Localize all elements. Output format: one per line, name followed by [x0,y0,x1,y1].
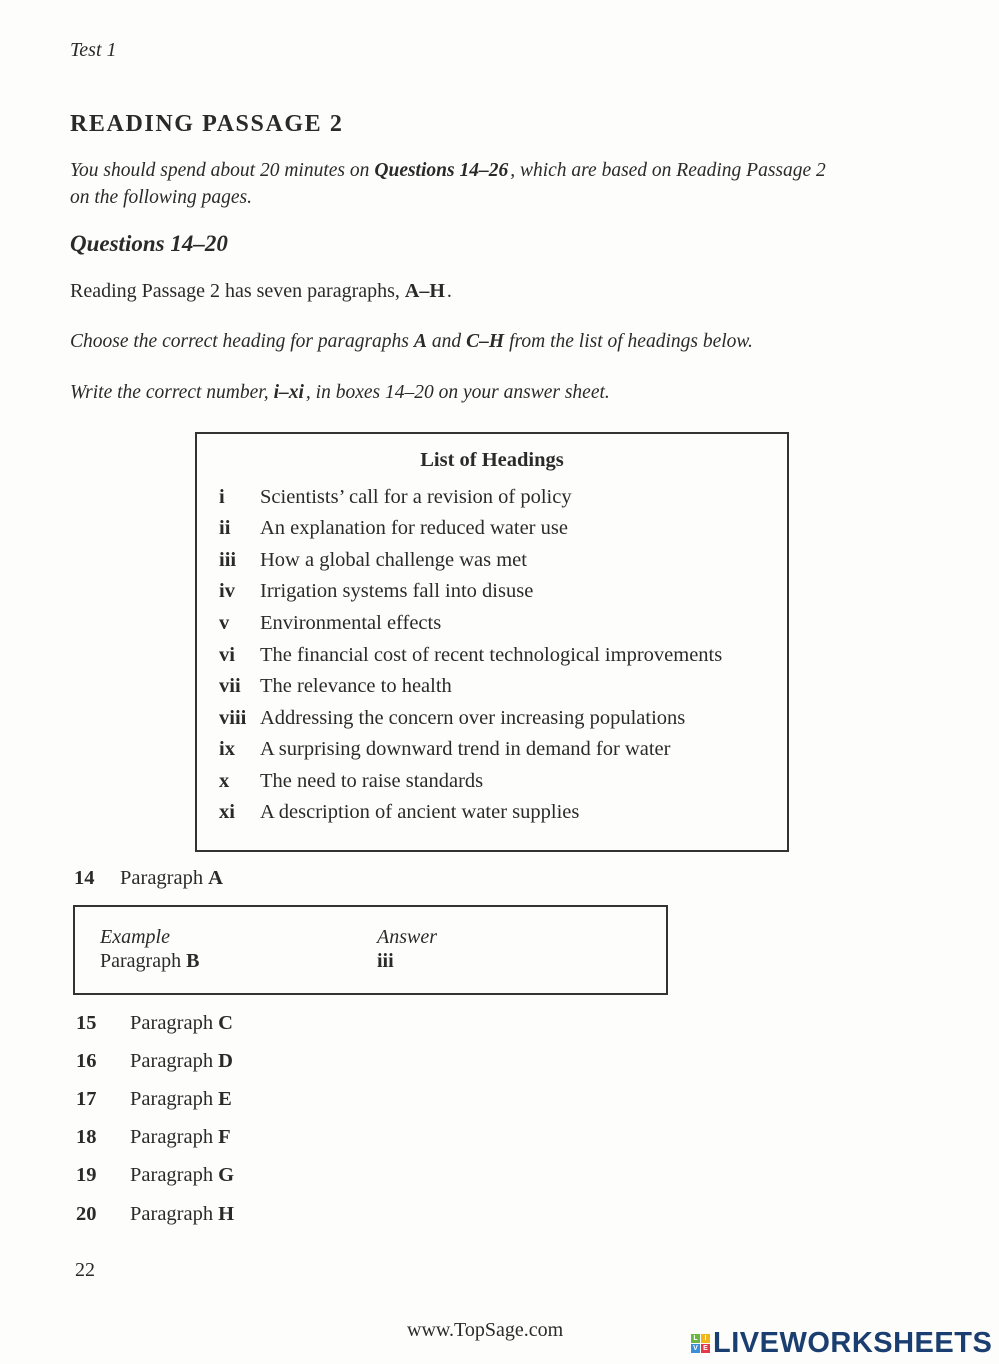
question-label: Paragraph [130,1164,214,1187]
logo-tile: L [691,1334,700,1343]
heading-text: Irrigation systems fall into disuse [260,580,534,603]
heading-item [197,706,787,738]
text: A [413,331,427,353]
text: from the list of headings below. [509,331,753,353]
text: , which are based on Reading Passage 2 [510,159,826,181]
heading-text: How a global challenge was met [260,548,527,571]
question-label: Paragraph [130,1011,214,1034]
text: . [446,280,452,303]
example-column [100,925,199,973]
instruction-line-1 [70,159,950,182]
heading-numeral: iv [219,580,235,603]
heading-text: The need to raise standards [260,769,484,792]
logo-tiles-icon [691,1334,710,1353]
heading-numeral: iii [219,548,237,571]
page-number: 22 [75,1258,95,1281]
heading-item [197,516,787,548]
question-letter: F [218,1126,231,1149]
heading-item [197,579,787,611]
question-letter: D [218,1049,233,1072]
question-14 [74,866,950,891]
example-label: Example [100,925,170,948]
question-label: Paragraph [120,867,204,890]
question-number: 17 [76,1088,97,1111]
text: , in boxes 14–20 on your answer sheet. [305,381,610,403]
question-number: 15 [76,1011,97,1034]
instruction-line-2: on the following pages. [70,187,252,209]
question-label: Paragraph [130,1088,214,1111]
question-letter: G [218,1164,235,1187]
logo-tile: V [691,1344,700,1353]
logo-text: LIVEWORKSHEETS [713,1327,993,1359]
logo-tile: E [701,1344,710,1353]
question-17 [76,1087,950,1125]
heading-item [197,643,787,675]
heading-numeral: v [219,611,230,634]
passage-title: READING PASSAGE 2 [70,111,344,137]
question-list [76,1011,950,1240]
text: A–H [404,280,445,303]
question-number: 16 [76,1049,97,1072]
text: i–xi [273,381,304,403]
question-19 [76,1163,950,1201]
text: Write the correct number, [70,381,269,403]
heading-numeral: xi [219,801,235,824]
task-write [70,381,950,404]
question-letter: E [218,1088,232,1111]
example-box [73,905,668,995]
logo-tile: I [701,1334,710,1343]
heading-numeral: vi [219,643,235,666]
heading-text: The financial cost of recent technological improvements [260,643,723,666]
question-label: Paragraph [130,1126,214,1149]
heading-item [197,769,787,801]
list-of-headings-title: List of Headings [420,448,564,471]
text: B [186,949,200,972]
text: C–H [466,331,505,353]
question-range: Questions 14–26 [374,159,509,181]
heading-text: Environmental effects [260,611,442,634]
heading-item [197,674,787,706]
website-footer: www.TopSage.com [407,1319,564,1341]
question-18 [76,1125,950,1163]
running-title: Test 1 [70,39,117,61]
text: Paragraph [100,949,182,972]
text: Choose the correct heading for paragraphs [70,331,409,353]
heading-text: Scientists’ call for a revision of policy [260,485,572,508]
question-letter: H [218,1202,235,1225]
list-of-headings-box [195,432,789,852]
question-number: 19 [76,1164,97,1187]
heading-text: Addressing the concern over increasing populations [260,706,686,729]
heading-numeral: ii [219,517,231,540]
liveworksheets-logo [691,1326,992,1361]
heading-text: A surprising downward trend in demand for water [260,738,671,761]
heading-text: The relevance to health [260,675,452,698]
task-choose [70,330,950,353]
answer-column [377,925,437,973]
question-20 [76,1202,950,1240]
question-number: 18 [76,1126,97,1149]
question-label: Paragraph [130,1049,214,1072]
heading-numeral: x [219,769,230,792]
question-15 [76,1011,950,1049]
question-number: 20 [76,1202,97,1225]
answer-label: Answer [377,925,437,948]
heading-numeral: i [219,485,225,508]
heading-item [197,800,787,832]
task-intro [70,279,950,303]
heading-item [197,485,787,517]
text: and [431,331,462,353]
questions-heading: Questions 14–20 [70,230,228,256]
heading-item [197,737,787,769]
question-number: 14 [74,867,95,890]
text: You should spend about 20 minutes on [70,159,370,181]
headings-list [197,485,787,833]
example-paragraph [100,949,199,973]
question-letter: A [208,867,223,890]
question-label: Paragraph [130,1202,214,1225]
heading-numeral: ix [219,738,235,761]
question-16 [76,1049,950,1087]
heading-item [197,611,787,643]
heading-text: A description of ancient water supplies [260,801,580,824]
document-page [70,38,950,1282]
text: Reading Passage 2 has seven paragraphs, [70,280,400,303]
heading-numeral: vii [219,675,241,698]
heading-item [197,548,787,580]
question-letter: C [218,1011,233,1034]
example-answer: iii [377,949,394,972]
heading-text: An explanation for reduced water use [260,517,568,540]
heading-numeral: viii [219,706,247,729]
